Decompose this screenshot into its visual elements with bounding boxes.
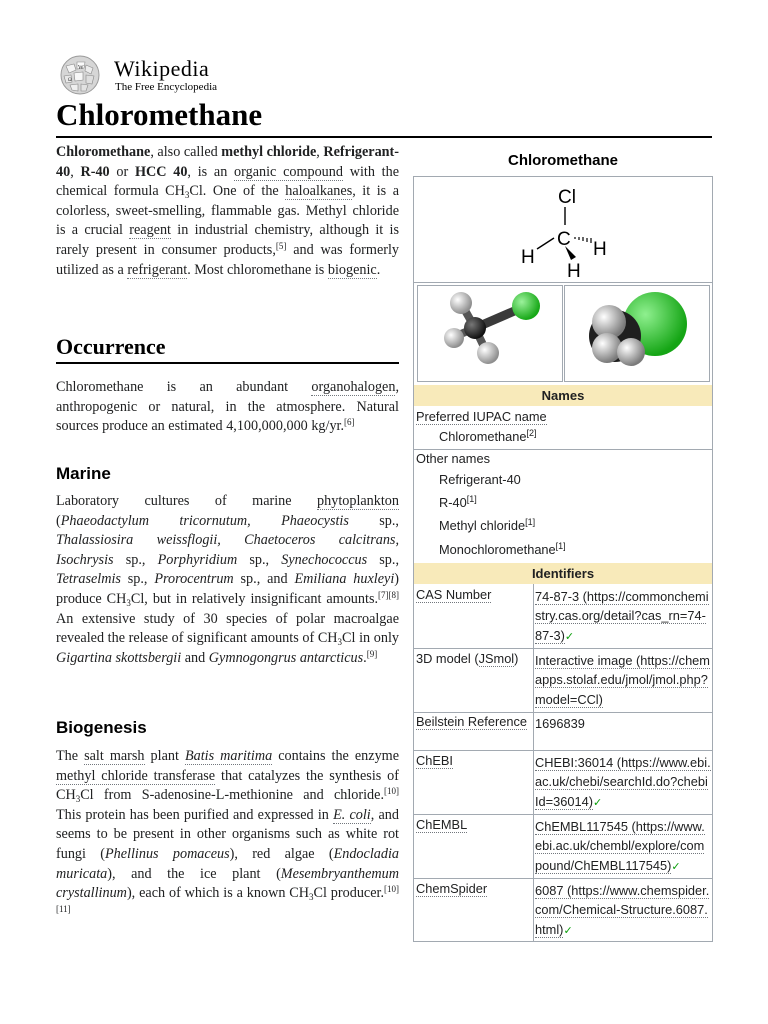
section-heading-marine: Marine: [56, 464, 111, 483]
chemical-infobox: [413, 176, 713, 942]
beilstein-value: 1696839: [535, 716, 585, 731]
link-organic-compound[interactable]: organic compound: [234, 163, 343, 180]
chebi-value: [535, 753, 711, 813]
verified-check-icon: ✓: [593, 796, 603, 809]
link-chemspider-value[interactable]: 6087 (https://www.chemspider.com/Chemical-Structure.6087.html): [535, 883, 710, 937]
hashed-bond: [575, 237, 591, 243]
link-chembl[interactable]: ChEMBL: [416, 817, 468, 832]
citation-link[interactable]: [9]: [366, 648, 378, 659]
intro-paragraph: Chloromethane, also called methyl chloride, Refrigerant-40, R-40 or HCC 40, is an organic compound with the chemical formula $CH_3Cl$. One of the haloalkanes, it is a colorless, sweet-smelling, flammable gas. Methyl chloride is a crucial reagent in industrial chemistry, although it is rarely present in consumer products,[5] and was formerly utilized as a refrigerant. Most chloromethane is biogenic.: [56, 144, 400, 278]
title-divider: [56, 136, 712, 138]
infobox-caption: Chloromethane: [507, 152, 618, 169]
link-jsmol[interactable]: JSmol: [478, 651, 515, 666]
link-e-coli[interactable]: E. coli: [333, 806, 371, 823]
link-phytoplankton[interactable]: phytoplankton: [317, 493, 399, 509]
occurrence-paragraph: Chloromethane is an abundant organohalogen, anthropogenic or natural, in the atmosphere. Natural sources produce an estimated 4,100,000,000 kg/yr.[6]: [56, 379, 399, 435]
link-iupac-name[interactable]: Preferred IUPAC name: [416, 409, 547, 424]
chemspider-value: [535, 881, 711, 941]
link-salt-marsh[interactable]: salt marsh: [84, 748, 145, 764]
cas-number-value: [535, 587, 711, 647]
other-name-item: Methyl chloride[1]: [439, 517, 536, 533]
link-batis-maritima[interactable]: Batis maritima: [184, 748, 273, 764]
names-section-header: Names: [414, 385, 712, 406]
3d-model-value: [535, 651, 711, 709]
citation-link[interactable]: [10]: [384, 884, 399, 895]
link-chebi[interactable]: ChEBI: [416, 753, 453, 768]
atom-label: H: [593, 239, 607, 260]
atom-label: H: [521, 247, 535, 268]
link-organohalogen[interactable]: organohalogen: [311, 379, 396, 395]
atom-label: C: [557, 229, 571, 250]
link-interactive-image[interactable]: Interactive image (https://chemapps.stolaf.edu/jmol/jmol.php?model=CCl): [535, 653, 710, 707]
other-name-item: Monochloromethane[1]: [439, 541, 566, 557]
page-title: Chloromethane: [56, 97, 263, 132]
link-biogenic[interactable]: biogenic: [327, 261, 377, 278]
biogenesis-paragraph: The salt marsh plant Batis maritima contains the enzyme methyl chloride transferase that catalyzes the synthesis of $CH_3Cl$ from S-adenosine-L-methionine and chloride.[10] This protein has been purified and expressed in E. coli, and seems to be present in other organisms such as white rot fungi (Phellinus pomaceus), red algae (Endocladia muricata), and the ice plant (Mesembryanthemum crystallinum), each of which is a known $CH_3Cl$ producer.[10][11]: [56, 748, 399, 914]
link-refrigerant[interactable]: refrigerant: [127, 261, 188, 278]
link-cas-number[interactable]: CAS Number: [416, 587, 492, 602]
space-filling-model-image[interactable]: [564, 285, 710, 382]
iupac-name-value: Chloromethane[2]: [439, 428, 537, 444]
link-haloalkanes[interactable]: haloalkanes: [285, 183, 353, 200]
other-name-item: Refrigerant-40: [439, 472, 521, 487]
citation-link[interactable]: [7]: [378, 589, 389, 600]
citation-link[interactable]: [5]: [275, 240, 287, 251]
link-reagent[interactable]: reagent: [129, 222, 171, 239]
logo-tagline: The Free Encyclopedia: [115, 81, 218, 93]
verified-check-icon: ✓: [563, 924, 573, 937]
citation-link[interactable]: [8]: [388, 589, 400, 600]
link-chemspider[interactable]: ChemSpider: [416, 881, 488, 896]
verified-check-icon: ✓: [564, 630, 575, 643]
link-beilstein[interactable]: Beilstein Reference: [416, 714, 527, 729]
citation-link[interactable]: [10]: [384, 786, 399, 797]
citation-link[interactable]: [6]: [344, 417, 355, 428]
wikipedia-globe-icon: [56, 54, 104, 96]
link-methyl-chloride-transferase[interactable]: methyl chloride transferase: [56, 767, 216, 784]
other-name-item: R-40[1]: [439, 494, 477, 510]
identifiers-section-header: Identifiers: [414, 563, 712, 584]
3d-model-label: 3D model (JSmol): [416, 651, 519, 666]
marine-paragraph: Laboratory cultures of marine phytoplankton (Phaeodactylum tricornutum, Phaeocystis sp., Thalassiosira weissflogii, Chaetoceros calcitrans, Isochrysis sp., Porphyridium sp., Synechococcus sp., Tetraselmis sp., Prorocentrum sp., and Emiliana huxleyi) produce $CH_3Cl$, but in relatively insignificant amounts.[7][8] An extensive study of 30 species of polar macroalgae revealed the release of significant amounts of $CH_3Cl$ in only Gigartina skottsbergii and Gymnogongrus antarcticus.[9]: [56, 493, 400, 666]
atom-label: Cl: [558, 187, 576, 208]
chembl-value: [535, 817, 711, 877]
section-heading-biogenesis: Biogenesis: [56, 718, 147, 737]
svg-text:Ω: Ω: [68, 78, 72, 83]
section-divider: [56, 362, 399, 364]
citation-link[interactable]: [1]: [525, 517, 536, 527]
ball-and-stick-model-image[interactable]: [417, 285, 563, 382]
structural-formula-image[interactable]: [509, 183, 619, 279]
citation-link[interactable]: [2]: [526, 428, 537, 438]
other-names-label: Other names: [416, 451, 490, 466]
link-cas-value[interactable]: 74-87-3 (https://commonchemistry.cas.org/detail?cas_rn=74-87-3): [535, 589, 709, 643]
verified-check-icon: ✓: [671, 860, 681, 873]
link-chebi-value[interactable]: CHEBI:36014 (https://www.ebi.ac.uk/chebi/searchId.do?chebiId=36014): [535, 755, 711, 809]
logo-wordmark: Wikipedia: [114, 56, 210, 81]
citation-link[interactable]: [1]: [466, 494, 477, 504]
atom-label: H: [567, 261, 581, 279]
citation-link[interactable]: [1]: [555, 541, 566, 551]
svg-text:W: W: [78, 65, 84, 71]
wikipedia-logo[interactable]: [56, 54, 236, 96]
bond-line: [537, 238, 554, 249]
section-heading-occurrence: Occurrence: [56, 334, 166, 359]
link-chembl-value[interactable]: ChEMBL117545 (https://www.ebi.ac.uk/chembl/explore/compound/ChEMBL117545): [535, 819, 705, 873]
citation-link[interactable]: [11]: [56, 903, 71, 914]
